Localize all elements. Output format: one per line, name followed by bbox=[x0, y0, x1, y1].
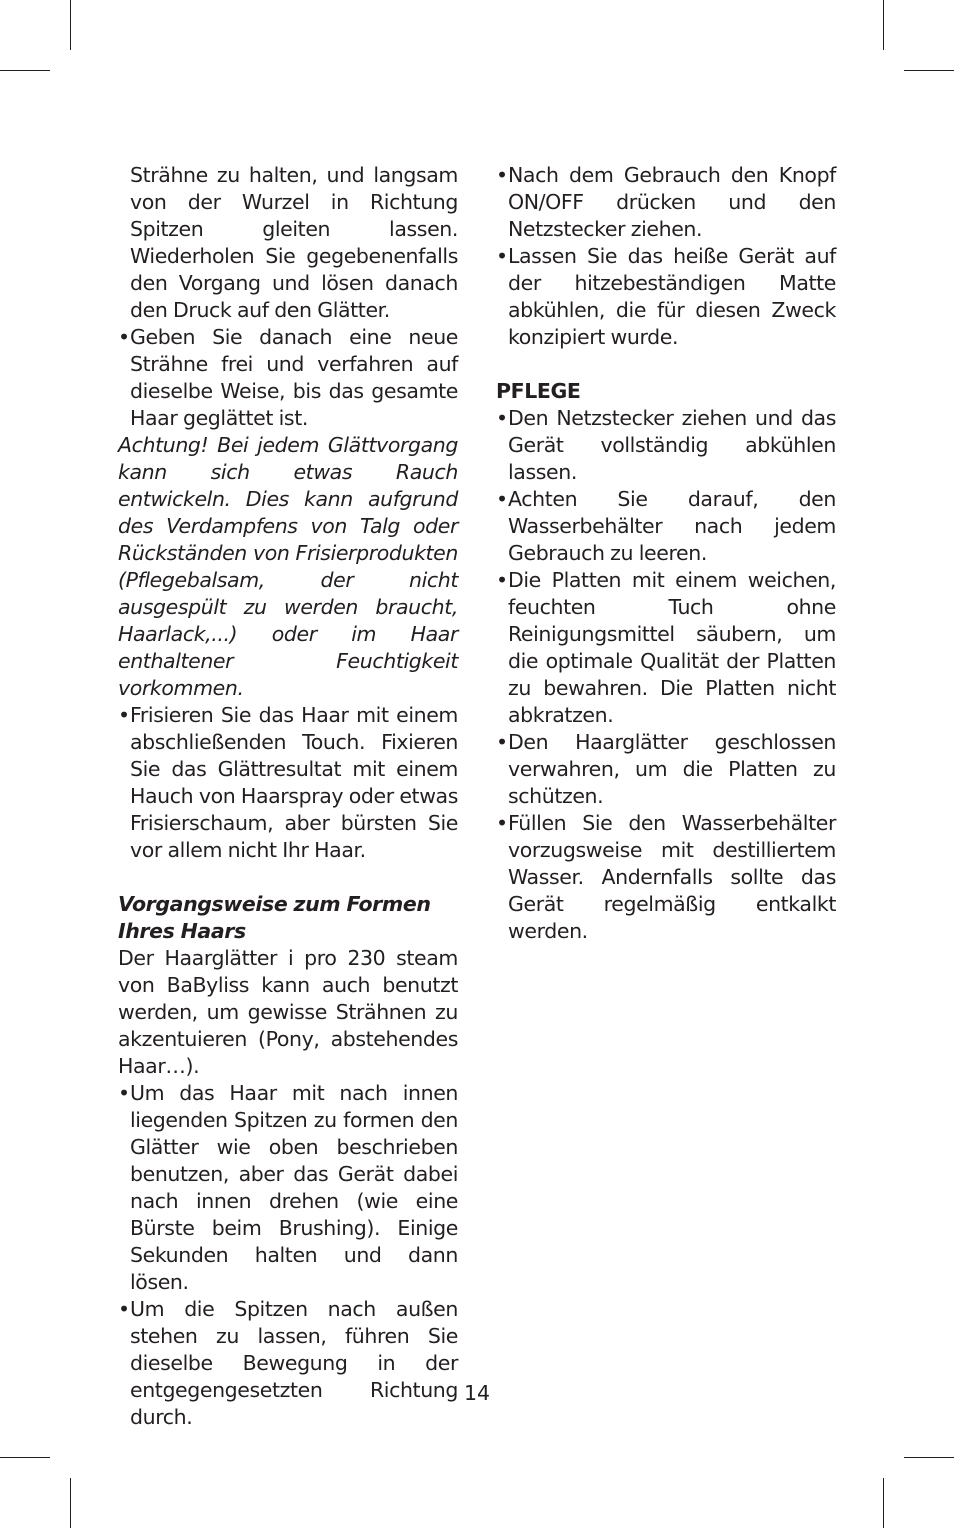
bullet-list-usage bbox=[496, 162, 836, 351]
bullet-glyph: • bbox=[496, 487, 508, 511]
warning-paragraph: Achtung! Bei jedem Glättvorgang kann sich etwas Rauch entwickeln. Dies kann aufgrund des Verdampfens von Talg oder Rückständen von Frisierprodukten (Pflegebalsam, der nicht ausgespült zu werden braucht, Haarlack,...) oder im Haar enthaltener Feuchtigkeit vorkommen. bbox=[118, 433, 458, 700]
list-item: • Füllen Sie den Wasserbehälter vorzugsweise mit destilliertem Wasser. Andernfalls sollte das Gerät regelmäßig entkalkt werden. bbox=[496, 811, 836, 943]
bullet-glyph: • bbox=[496, 244, 508, 268]
list-item: • Den Haarglätter geschlossen verwahren, um die Platten zu schützen. bbox=[496, 730, 836, 808]
bullet-list-care bbox=[496, 405, 836, 945]
crop-mark-top-left-vertical bbox=[70, 0, 71, 50]
right-column bbox=[496, 162, 836, 945]
list-item: • Um das Haar mit nach innen liegenden Spitzen zu formen den Glätter wie oben beschrieben benutzen, aber das Gerät dabei nach innen drehen (wie eine Bürste beim Brushing). Einige Sekunden halten und dann lösen. bbox=[118, 1081, 458, 1294]
crop-mark-bottom-right-horizontal bbox=[904, 1457, 954, 1458]
left-column bbox=[118, 162, 458, 1431]
list-item: • Geben Sie danach eine neue Strähne frei und verfahren auf dieselbe Weise, bis das gesamte Haar geglättet ist. bbox=[118, 325, 458, 430]
list-item: • Um die Spitzen nach außen stehen zu lassen, führen Sie dieselbe Bewegung in der entgegengesetzten Richtung durch. bbox=[118, 1297, 458, 1429]
bullet-glyph: • bbox=[118, 325, 130, 349]
bullet-glyph: • bbox=[118, 703, 130, 727]
continuation-paragraph: Strähne zu halten, und langsam von der Wurzel in Richtung Spitzen gleiten lassen. Wiederholen Sie gegebenenfalls den Vorgang und lösen danach den Druck auf den Glätter. bbox=[130, 163, 458, 322]
page-number: 14 bbox=[463, 1381, 491, 1405]
list-item: • Achten Sie darauf, den Wasserbehälter nach jedem Gebrauch zu leeren. bbox=[496, 487, 836, 565]
list-item: • Die Platten mit einem weichen, feuchten Tuch ohne Reinigungsmittel säubern, um die optimale Qualität der Platten zu bewahren. Die Platten nicht abkratzen. bbox=[496, 568, 836, 727]
section-heading: Vorgangsweise zum Formen Ihres Haars bbox=[118, 892, 431, 943]
spacer bbox=[118, 864, 458, 891]
bullet-glyph: • bbox=[496, 730, 508, 754]
bullet-glyph: • bbox=[118, 1297, 130, 1321]
crop-mark-bottom-left-vertical bbox=[70, 1478, 71, 1528]
spacer bbox=[496, 351, 836, 378]
crop-mark-top-left-horizontal bbox=[0, 70, 50, 71]
bullet-glyph: • bbox=[496, 163, 508, 187]
bullet-list-1 bbox=[118, 324, 458, 432]
list-item: • Den Netzstecker ziehen und das Gerät vollständig abkühlen lassen. bbox=[496, 406, 836, 484]
bullet-glyph: • bbox=[118, 1081, 130, 1105]
list-item: • Frisieren Sie das Haar mit einem abschließenden Touch. Fixieren Sie das Glättresultat mit einem Hauch von Haarspray oder etwas Frisierschaum, aber bürsten Sie vor allem nicht Ihr Haar. bbox=[118, 703, 459, 862]
section-intro: Der Haarglätter i pro 230 steam von BaByliss kann auch benutzt werden, um gewisse Strähnen zu akzentuieren (Pony, abstehendes Haar…). bbox=[118, 946, 458, 1078]
crop-mark-bottom-left-horizontal bbox=[0, 1457, 50, 1458]
section-heading-pflege: PFLEGE bbox=[496, 379, 581, 403]
bullet-list-2 bbox=[118, 702, 458, 864]
bullet-glyph: • bbox=[496, 406, 508, 430]
crop-mark-top-right-vertical bbox=[883, 0, 884, 50]
bullet-list-3 bbox=[118, 1080, 458, 1431]
bullet-glyph: • bbox=[496, 811, 508, 835]
crop-mark-top-right-horizontal bbox=[904, 70, 954, 71]
list-item: • Lassen Sie das heiße Gerät auf der hitzebeständigen Matte abkühlen, die für diesen Zweck konzipiert wurde. bbox=[496, 244, 836, 349]
bullet-glyph: • bbox=[496, 568, 508, 592]
list-item: • Nach dem Gebrauch den Knopf ON/OFF drücken und den Netzstecker ziehen. bbox=[496, 163, 836, 241]
crop-mark-bottom-right-vertical bbox=[883, 1478, 884, 1528]
